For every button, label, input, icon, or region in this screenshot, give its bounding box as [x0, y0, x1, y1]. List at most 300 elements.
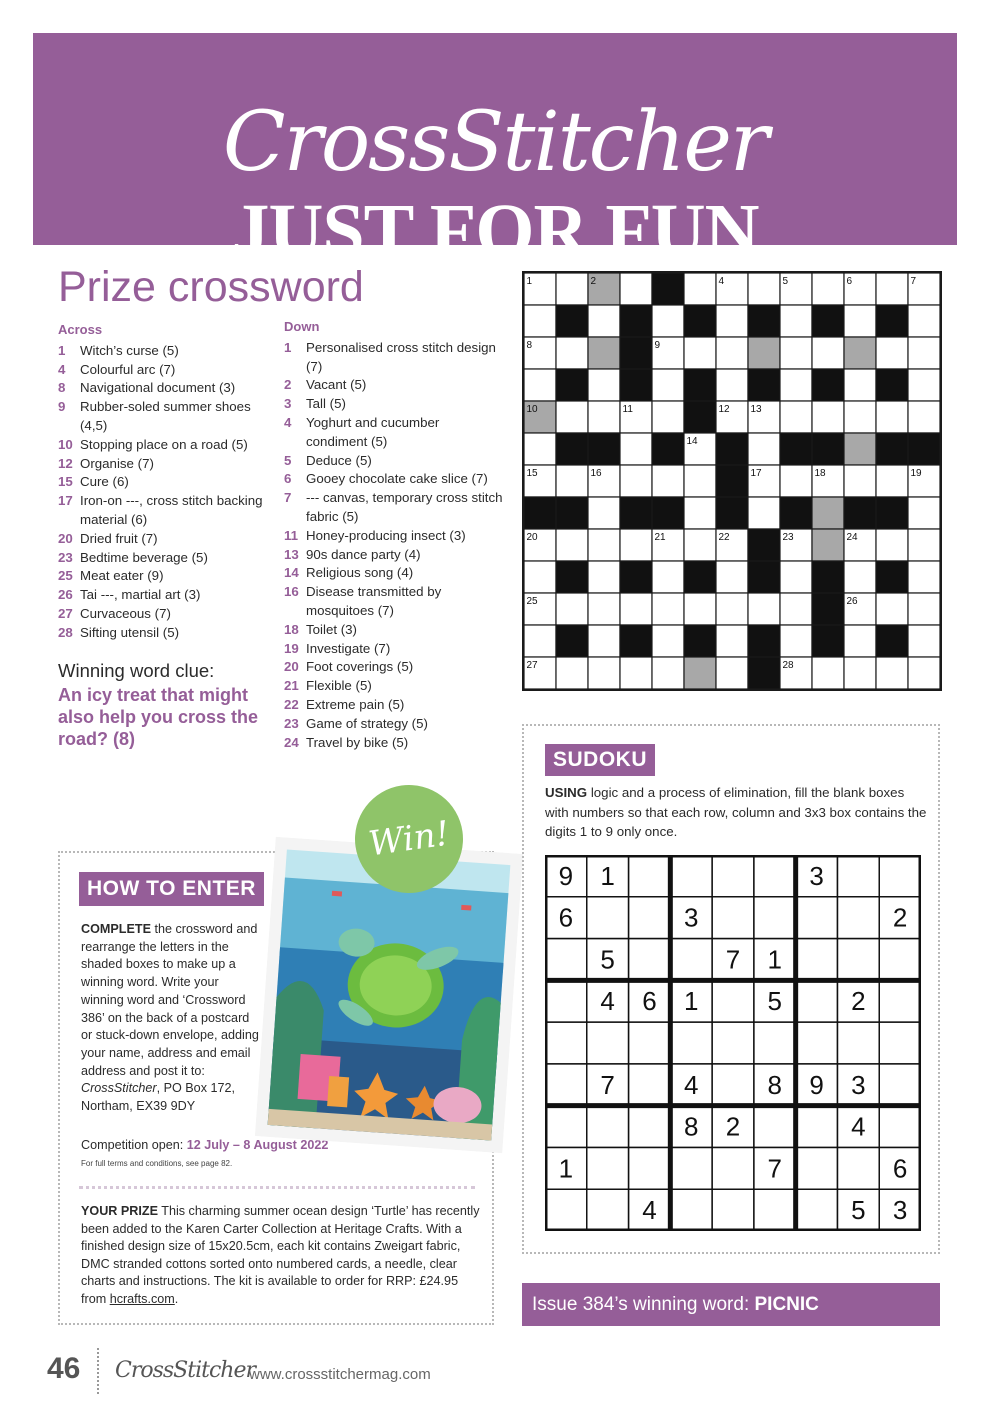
crossword-block: [748, 561, 780, 593]
crossword-cell[interactable]: [876, 273, 908, 305]
crossword-block: [684, 401, 716, 433]
crossword-clue-number: 18: [814, 468, 826, 479]
crossword-block: [748, 305, 780, 337]
clue-text: Religious song (4): [306, 565, 414, 581]
crossword-cell[interactable]: [716, 625, 748, 657]
crossword-block: [620, 625, 652, 657]
crossword-block: [684, 369, 716, 401]
clue-number: 15: [58, 474, 73, 490]
crossword-cell[interactable]: [716, 305, 748, 337]
crossword-cell[interactable]: [812, 401, 844, 433]
clue-item: [284, 470, 504, 489]
crossword-block: [556, 625, 588, 657]
clue-item: [284, 640, 504, 659]
crossword-cell[interactable]: [524, 561, 556, 593]
crossword-block: [524, 497, 556, 529]
clue-item: [58, 605, 263, 624]
clue-text: Meat eater (9): [80, 568, 164, 584]
crossword-shaded-cell[interactable]: [844, 337, 876, 369]
sudoku-digit: 6: [642, 986, 657, 1017]
sudoku-lead: USING: [545, 785, 588, 800]
crossword-cell[interactable]: [908, 593, 940, 625]
crossword-cell[interactable]: [556, 401, 588, 433]
crossword-cell[interactable]: [844, 401, 876, 433]
crossword-shaded-cell[interactable]: [812, 529, 844, 561]
clue-text: Gooey chocolate cake slice (7): [306, 471, 488, 487]
clue-text: Witch’s curse (5): [80, 342, 179, 358]
clue-text: Foot coverings (5): [306, 659, 414, 675]
crossword-cell[interactable]: [588, 497, 620, 529]
crossword-cell[interactable]: [908, 305, 940, 337]
clue-number: 26: [58, 587, 73, 603]
crossword-cell[interactable]: [844, 657, 876, 689]
clue-text: --- canvas, temporary cross stitch fabric (5): [306, 490, 503, 524]
sudoku-grid: [545, 855, 921, 1231]
crossword-cell[interactable]: [812, 273, 844, 305]
crossword-cell[interactable]: [652, 657, 684, 689]
sudoku-instructions: [545, 783, 927, 842]
crossword-cell[interactable]: [684, 497, 716, 529]
clue-number: 14: [284, 565, 299, 581]
clue-item: [58, 586, 263, 605]
crossword-cell[interactable]: [844, 625, 876, 657]
clue-item: [58, 398, 263, 436]
clue-number: 19: [284, 640, 299, 656]
clue-text: Honey-producing insect (3): [306, 527, 466, 543]
crossword-cell[interactable]: [780, 465, 812, 497]
crossword-clue-number: 11: [622, 404, 633, 415]
crossword-block: [556, 369, 588, 401]
crossword-cell[interactable]: [588, 529, 620, 561]
footer-separator: [97, 1348, 99, 1394]
sudoku-digit: 8: [767, 1069, 783, 1100]
footer-brand: CrossStitcher: [115, 1358, 255, 1383]
crossword-cell[interactable]: [908, 369, 940, 401]
address-text: , PO Box 172, Northam, EX39 9DY: [81, 1081, 235, 1114]
crossword-cell[interactable]: [652, 561, 684, 593]
down-clue-list: [284, 339, 504, 753]
crossword-block: [620, 497, 652, 529]
crossword-cell[interactable]: [876, 401, 908, 433]
across-heading: Across: [58, 322, 103, 337]
sudoku-svg: [545, 855, 921, 1231]
clue-text: Iron-on ---, cross stitch backing material (6): [80, 493, 263, 527]
crossword-block: [556, 433, 588, 465]
clue-item: [284, 489, 504, 527]
clue-item: [284, 658, 504, 677]
clue-text: Personalised cross stitch design (7): [306, 339, 496, 374]
crossword-clue-number: 16: [590, 468, 602, 479]
crossword-shaded-cell[interactable]: [812, 497, 844, 529]
crossword-block: [876, 561, 908, 593]
crossword-cell[interactable]: [716, 337, 748, 369]
terms-note: For full terms and conditions, see page 82.: [81, 1159, 233, 1168]
crossword-clue-number: 1: [526, 276, 533, 287]
crossword-svg: [524, 273, 940, 689]
sudoku-digit: 9: [809, 1069, 824, 1100]
crossword-block: [812, 305, 844, 337]
sudoku-digit: 1: [767, 944, 783, 975]
crossword-cell[interactable]: [652, 401, 684, 433]
clue-number: 6: [284, 471, 292, 487]
clue-text: Bedtime beverage (5): [80, 549, 208, 565]
crossword-clue-number: 8: [526, 340, 533, 351]
crossword-cell[interactable]: [652, 465, 684, 497]
crossword-clue-number: 2: [590, 276, 597, 287]
crossword-shaded-cell[interactable]: [588, 337, 620, 369]
crossword-cell[interactable]: [780, 625, 812, 657]
crossword-cell[interactable]: [556, 465, 588, 497]
crossword-grid: [522, 271, 942, 691]
previous-winning-word: PICNIC: [754, 1294, 819, 1315]
crossword-cell[interactable]: [748, 433, 780, 465]
clue-item: [284, 339, 504, 377]
clue-item: [284, 395, 504, 414]
crossword-cell[interactable]: [556, 273, 588, 305]
crossword-block: [876, 305, 908, 337]
page-title: Prize crossword: [58, 263, 364, 311]
clue-text: Tall (5): [306, 396, 346, 412]
crossword-cell[interactable]: [556, 657, 588, 689]
sudoku-digit: 8: [683, 1111, 699, 1142]
crossword-cell[interactable]: [620, 273, 652, 305]
clue-item: [58, 455, 263, 474]
sudoku-digit: 3: [851, 1069, 866, 1100]
crossword-cell[interactable]: [588, 369, 620, 401]
sudoku-digit: 5: [767, 986, 783, 1017]
crossword-cell[interactable]: [716, 657, 748, 689]
crossword-cell[interactable]: [908, 561, 940, 593]
crossword-cell[interactable]: [684, 465, 716, 497]
crossword-block: [844, 497, 876, 529]
crossword-cell[interactable]: [716, 593, 748, 625]
how-to-enter-title: HOW TO ENTER: [79, 872, 264, 906]
crossword-cell[interactable]: [908, 497, 940, 529]
sudoku-digit: 1: [600, 860, 615, 891]
win-badge: Win!: [348, 778, 470, 900]
clue-number: 23: [58, 549, 73, 565]
crossword-cell[interactable]: [556, 593, 588, 625]
crossword-cell[interactable]: [620, 465, 652, 497]
crossword-cell[interactable]: [620, 593, 652, 625]
crossword-cell[interactable]: [716, 369, 748, 401]
clue-item: [284, 715, 504, 734]
crossword-cell[interactable]: [908, 657, 940, 689]
sudoku-digit: 5: [851, 1195, 866, 1226]
down-clues: [284, 318, 504, 752]
clue-item: [58, 473, 263, 492]
clue-number: 27: [58, 605, 73, 621]
sudoku-digit: 6: [558, 902, 574, 933]
competition-dates: [81, 1138, 328, 1152]
clue-item: [284, 376, 504, 395]
crossword-cell[interactable]: [588, 305, 620, 337]
crossword-cell[interactable]: [652, 305, 684, 337]
crossword-shaded-cell[interactable]: [844, 433, 876, 465]
clue-number: 22: [284, 696, 299, 712]
competition-label: Competition open:: [81, 1138, 187, 1152]
crossword-block: [620, 337, 652, 369]
clue-item: [284, 564, 504, 583]
clue-number: 12: [58, 455, 73, 471]
sudoku-digit: 3: [809, 860, 824, 891]
crossword-cell[interactable]: [588, 593, 620, 625]
prize-description: [81, 1203, 481, 1309]
crossword-cell[interactable]: [620, 433, 652, 465]
winning-word-clue: An icy treat that might also help you cross the road? (8): [58, 685, 259, 749]
crossword-cell[interactable]: [780, 369, 812, 401]
crossword-cell[interactable]: [780, 401, 812, 433]
entry-lead: COMPLETE: [81, 922, 151, 936]
clue-text: Stopping place on a road (5): [80, 436, 248, 452]
crossword-block: [876, 497, 908, 529]
crossword-block: [812, 561, 844, 593]
crossword-block: [812, 625, 844, 657]
sudoku-digit: 7: [767, 1153, 783, 1184]
crossword-cell[interactable]: [876, 657, 908, 689]
crossword-cell[interactable]: [844, 305, 876, 337]
crossword-clue-number: 23: [782, 532, 794, 543]
clue-item: [284, 734, 504, 753]
clue-number: 16: [284, 584, 299, 600]
crossword-cell[interactable]: [556, 529, 588, 561]
clue-number: 1: [58, 342, 66, 358]
clue-text: Yoghurt and cucumber condiment (5): [306, 414, 440, 449]
crossword-clue-number: 14: [686, 436, 698, 447]
crossword-cell[interactable]: [684, 337, 716, 369]
crossword-block: [684, 625, 716, 657]
crossword-shaded-cell[interactable]: [684, 657, 716, 689]
crossword-block: [620, 561, 652, 593]
clue-number: 9: [58, 399, 66, 415]
crossword-block: [684, 305, 716, 337]
sudoku-digit: 7: [600, 1069, 615, 1100]
crossword-cell[interactable]: [908, 625, 940, 657]
sudoku-digit: 4: [851, 1111, 866, 1142]
clue-number: 7: [284, 490, 292, 506]
clue-item: [58, 530, 263, 549]
crossword-clue-number: 17: [750, 468, 762, 479]
crossword-block: [812, 433, 844, 465]
crossword-cell[interactable]: [652, 593, 684, 625]
crossword-cell[interactable]: [876, 529, 908, 561]
crossword-block: [716, 433, 748, 465]
crossword-block: [652, 497, 684, 529]
clue-number: 17: [58, 493, 73, 509]
crossword-cell[interactable]: [716, 561, 748, 593]
crossword-cell[interactable]: [908, 401, 940, 433]
crossword-clue-number: 20: [526, 532, 538, 543]
previous-winner-label: Issue 384’s winning word:: [532, 1294, 755, 1315]
crossword-clue-number: 26: [846, 596, 858, 607]
crossword-block: [652, 433, 684, 465]
crossword-clue-number: 12: [718, 404, 730, 415]
clue-item: [58, 342, 263, 361]
crossword-block: [620, 369, 652, 401]
crossword-cell[interactable]: [876, 465, 908, 497]
sudoku-digit: 2: [892, 902, 908, 933]
down-heading: Down: [284, 319, 320, 334]
clue-text: Sifting utensil (5): [80, 624, 180, 640]
prize-body: This charming summer ocean design ‘Turtle’ has recently been added to the Karen Carter Collection at Heritage Crafts. With a finished design size of 15x20.5cm, each kit contains Zweigart fabric, DMC stranded cottons sorted onto numbered cards, a needle, clear charts and instructions. The kit is available to order for RRP: £24.95 from: [81, 1204, 480, 1306]
clue-text: Flexible (5): [306, 678, 372, 694]
sudoku-digit: 6: [892, 1153, 908, 1184]
clue-text: Organise (7): [80, 455, 154, 471]
crossword-block: [748, 529, 780, 561]
clue-item: [58, 436, 263, 455]
crossword-block: [780, 433, 812, 465]
crossword-cell[interactable]: [780, 337, 812, 369]
crossword-block: [716, 497, 748, 529]
sudoku-digit: 4: [600, 986, 615, 1017]
crossword-shaded-cell[interactable]: [748, 337, 780, 369]
clue-number: 10: [58, 436, 73, 452]
clue-text: Colourful arc (7): [80, 361, 176, 377]
page-number: 46: [47, 1352, 81, 1385]
clue-item: [284, 527, 504, 546]
sudoku-panel: [522, 724, 940, 1254]
crossword-block: [780, 497, 812, 529]
crossword-clue-number: 19: [910, 468, 922, 479]
crossword-block: [908, 433, 940, 465]
crossword-cell[interactable]: [812, 657, 844, 689]
clue-item: [284, 677, 504, 696]
crossword-block: [588, 433, 620, 465]
clue-number: 24: [284, 734, 299, 750]
clue-item: [284, 414, 504, 452]
crossword-cell[interactable]: [780, 305, 812, 337]
clue-text: Tai ---, martial art (3): [80, 587, 201, 603]
crossword-block: [620, 305, 652, 337]
crossword-cell[interactable]: [652, 369, 684, 401]
crossword-cell[interactable]: [588, 401, 620, 433]
crossword-cell[interactable]: [524, 433, 556, 465]
clue-item: [58, 549, 263, 568]
clue-item: [284, 546, 504, 565]
crossword-cell[interactable]: [748, 593, 780, 625]
entry-body: the crossword and rearrange the letters in the shaded boxes to make up a winning word. Write your winning word and ‘Crossword 386’ on the back of a postcard or stuck-down envelope, adding your name, address and email address and post it to:: [81, 922, 259, 1078]
footer-url[interactable]: www.crossstitchermag.com: [249, 1366, 431, 1383]
prize-link[interactable]: hcrafts.com: [109, 1291, 175, 1306]
address-brand: CrossStitcher: [81, 1081, 157, 1096]
crossword-cell[interactable]: [908, 337, 940, 369]
crossword-cell[interactable]: [844, 465, 876, 497]
clue-number: 4: [284, 414, 292, 430]
crossword-cell[interactable]: [844, 561, 876, 593]
sudoku-digit: 1: [683, 986, 699, 1017]
sudoku-digit: 7: [725, 944, 741, 975]
crossword-cell[interactable]: [780, 593, 812, 625]
clue-item: [284, 583, 504, 621]
crossword-clue-number: 5: [782, 276, 789, 287]
clue-item: [58, 379, 263, 398]
crossword-cell[interactable]: [684, 273, 716, 305]
crossword-block: [748, 625, 780, 657]
crossword-cell[interactable]: [684, 593, 716, 625]
crossword-block: [812, 593, 844, 625]
crossword-cell[interactable]: [652, 625, 684, 657]
crossword-cell[interactable]: [524, 369, 556, 401]
winning-word-label: Winning word clue:: [58, 660, 215, 681]
crossword-clue-number: 21: [654, 532, 666, 543]
crossword-block: [876, 433, 908, 465]
crossword-cell[interactable]: [620, 529, 652, 561]
crossword-block: [716, 465, 748, 497]
clue-text: Toilet (3): [306, 621, 357, 637]
clue-text: Travel by bike (5): [306, 734, 409, 750]
sudoku-instructions-text: logic and a process of elimination, fill the blank boxes with numbers so that each row, column and 3x3 box contains the digits 1 to 9 only once.: [545, 785, 927, 839]
clue-text: Extreme pain (5): [306, 696, 405, 712]
crossword-cell[interactable]: [844, 369, 876, 401]
crossword-block: [556, 497, 588, 529]
crossword-cell[interactable]: [524, 305, 556, 337]
crossword-block: [876, 625, 908, 657]
crossword-block: [556, 561, 588, 593]
sudoku-digit: 3: [683, 902, 699, 933]
crossword-cell[interactable]: [620, 657, 652, 689]
clue-number: 13: [284, 546, 299, 562]
crossword-clue-number: 9: [654, 340, 661, 351]
crossword-cell[interactable]: [588, 625, 620, 657]
clue-text: Disease transmitted by mosquitoes (7): [306, 584, 442, 618]
clue-text: Rubber-soled summer shoes (4,5): [80, 399, 251, 433]
crossword-clue-number: 3: [654, 276, 661, 287]
clue-item: [284, 621, 504, 640]
clue-text: 90s dance party (4): [306, 546, 421, 562]
clue-item: [284, 452, 504, 471]
clue-text: Investigate (7): [306, 640, 391, 656]
divider: [79, 1186, 475, 1189]
clue-number: 25: [58, 568, 73, 584]
crossword-cell[interactable]: [588, 657, 620, 689]
clue-item: [58, 567, 263, 586]
crossword-clue-number: 13: [750, 404, 762, 415]
crossword-clue-number: 28: [782, 660, 794, 671]
crossword-cell[interactable]: [524, 625, 556, 657]
crossword-cell[interactable]: [588, 561, 620, 593]
sudoku-digit: 2: [725, 1111, 741, 1142]
page-footer: [47, 1352, 547, 1392]
clue-number: 28: [58, 624, 73, 640]
clue-number: 8: [58, 380, 66, 396]
previous-winner-bar: [522, 1283, 940, 1326]
clue-number: 3: [284, 396, 292, 412]
crossword-cell[interactable]: [876, 337, 908, 369]
crossword-cell[interactable]: [748, 273, 780, 305]
crossword-clue-number: 10: [526, 404, 538, 415]
crossword-block: [876, 369, 908, 401]
crossword-cell[interactable]: [556, 337, 588, 369]
crossword-clue-number: 4: [718, 276, 725, 287]
crossword-cell[interactable]: [812, 337, 844, 369]
prize-lead: YOUR PRIZE: [81, 1204, 158, 1218]
crossword-clue-number: 27: [526, 660, 538, 671]
crossword-cell[interactable]: [876, 593, 908, 625]
crossword-clue-number: 25: [526, 596, 538, 607]
crossword-cell[interactable]: [684, 529, 716, 561]
clue-item: [284, 696, 504, 715]
clue-text: Navigational document (3): [80, 380, 236, 396]
across-clues: [58, 321, 263, 643]
crossword-cell[interactable]: [780, 561, 812, 593]
sudoku-digit: 3: [892, 1195, 908, 1226]
crossword-cell[interactable]: [748, 497, 780, 529]
crossword-clue-number: 7: [910, 276, 917, 287]
crossword-cell[interactable]: [908, 529, 940, 561]
sudoku-digit: 9: [558, 860, 574, 891]
clue-number: 18: [284, 621, 299, 637]
clue-item: [58, 361, 263, 380]
